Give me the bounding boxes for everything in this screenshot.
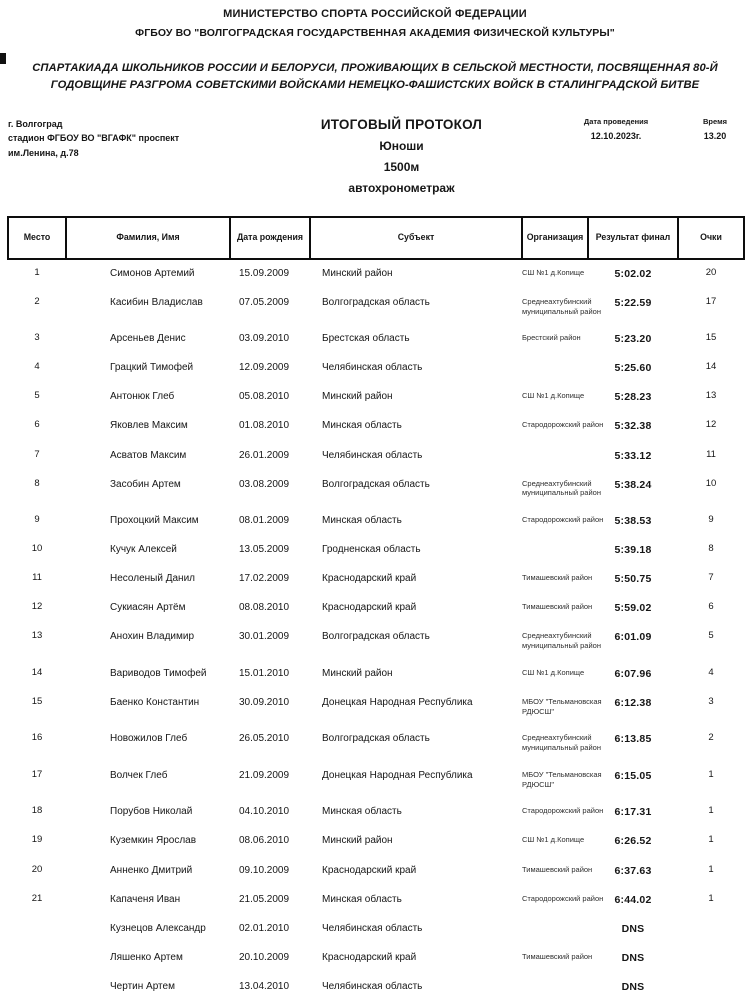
cell-points: 7	[708, 572, 714, 584]
results-header	[8, 217, 744, 259]
cell-org	[522, 288, 601, 325]
cell-place: 17	[31, 768, 43, 780]
cell-name: Чертин Артем	[110, 980, 175, 992]
cell-region: Гродненская область	[322, 544, 421, 556]
cell-place: 16	[31, 732, 43, 744]
cell-org	[522, 259, 588, 288]
table-row	[8, 885, 744, 914]
cell-result: 6:44.02	[614, 893, 652, 906]
cell-org	[522, 659, 588, 688]
cell-place: 20	[31, 863, 43, 875]
cell-place: 9	[34, 514, 40, 526]
distance-label: 1500м	[383, 159, 420, 174]
col-header-dob: Дата рождения	[230, 217, 310, 259]
venue-address: им.Ленина, д.78	[8, 147, 79, 158]
date-value: 12.10.2023г.	[590, 131, 642, 142]
org-text: МБОУ "Тельмановская РДЮСШ"	[522, 769, 602, 789]
org-text: Среднеахтубинский муниципальный район	[522, 733, 601, 753]
cell-region: Донецкая Народная Республика	[322, 696, 473, 708]
cell-org	[522, 564, 593, 593]
cell-org	[522, 797, 604, 826]
cell-result: 5:38.24	[614, 478, 652, 491]
cell-result: 6:13.85	[614, 733, 652, 746]
cell-place	[8, 914, 66, 943]
col-header-name: Фамилия, Имя	[66, 217, 230, 259]
cell-place: 6	[34, 419, 40, 431]
cell-points	[678, 972, 744, 1001]
cell-name: Анненко Дмитрий	[110, 864, 193, 876]
cell-dob: 08.01.2009	[239, 515, 290, 527]
table-row	[8, 470, 744, 507]
cell-result: 5:32.38	[614, 420, 652, 433]
cell-dob: 30.09.2010	[239, 696, 290, 708]
table-row	[8, 441, 744, 470]
event-title: СПАРТАКИАДА ШКОЛЬНИКОВ РОССИИ И БЕЛОРУСИ, ПРОЖИВАЮЩИХ В СЕЛЬСКОЙ МЕСТНОСТИ, ПОСВЯЩЕННАЯ 80-Й ГОДОВЩИНЕ РАЗГРОМА СОВЕТСКИМИ ВОЙСКАМИ НЕМЕЦКО-ФАШИСТСКИХ ВОЙСК В СТАЛИНГРАДСКОЙ БИТВЕ	[32, 62, 718, 92]
cell-result: 5:59.02	[614, 602, 652, 615]
table-row	[8, 593, 744, 622]
ministry-header: МИНИСТЕРСТВО СПОРТА РОССИЙСКОЙ ФЕДЕРАЦИИ	[223, 8, 527, 20]
org-text: Стародорожский район	[522, 806, 604, 816]
cell-points: 1	[708, 834, 714, 846]
results-body	[8, 259, 744, 1001]
cell-org	[522, 535, 588, 564]
table-row	[8, 622, 744, 659]
cell-region: Волгоградская область	[322, 478, 430, 490]
academy-header: ФГБОУ ВО "ВОЛГОГРАДСКАЯ ГОСУДАРСТВЕННАЯ АКАДЕМИЯ ФИЗИЧЕСКОЙ КУЛЬТУРЫ"	[135, 27, 615, 39]
cell-place: 2	[34, 295, 40, 307]
cell-name: Порубов Николай	[110, 806, 193, 818]
cell-result: 5:28.23	[614, 391, 652, 404]
org-text: Тимашевский район	[522, 951, 593, 961]
org-text: Тимашевский район	[522, 573, 593, 583]
info-band	[0, 117, 750, 195]
cell-result: 6:07.96	[614, 667, 652, 680]
cell-dob: 07.05.2009	[239, 296, 290, 308]
cell-region: Волгоградская область	[322, 733, 430, 745]
cell-name: Грацкий Тимофей	[110, 362, 194, 374]
table-row	[8, 564, 744, 593]
cell-place: 15	[31, 695, 43, 707]
cell-place: 13	[31, 630, 43, 642]
event-time	[692, 117, 738, 195]
table-row	[8, 288, 744, 325]
cell-result: 6:15.05	[614, 769, 652, 782]
org-text: СШ №1 д.Копище	[522, 667, 585, 677]
table-row	[8, 856, 744, 885]
cell-points: 17	[705, 295, 717, 307]
col-header-points: Очки	[678, 217, 744, 259]
cell-org	[522, 441, 588, 470]
col-header-org: Организация	[522, 217, 588, 259]
cell-dob: 13.05.2009	[239, 544, 290, 556]
cell-region: Челябинская область	[322, 449, 423, 461]
cell-dob: 05.08.2010	[239, 391, 290, 403]
cell-org	[522, 411, 604, 440]
cell-place	[8, 972, 66, 1001]
cell-region: Челябинская область	[322, 980, 423, 992]
cell-place	[8, 943, 66, 972]
cell-region: Волгоградская область	[322, 631, 430, 643]
cell-dob: 03.09.2010	[239, 333, 290, 345]
cell-result: 5:50.75	[614, 573, 652, 586]
table-row	[8, 972, 744, 1001]
cell-points: 2	[708, 732, 714, 744]
table-row	[8, 659, 744, 688]
time-label: Время	[703, 116, 727, 126]
cell-org	[522, 943, 593, 972]
col-header-place: Место	[8, 217, 66, 259]
category-label: Юноши	[379, 138, 424, 153]
cell-dob: 30.01.2009	[239, 631, 290, 643]
cell-dob: 13.04.2010	[239, 980, 290, 992]
header-row	[8, 217, 744, 259]
org-text: СШ №1 д.Копище	[522, 267, 585, 277]
cell-region: Минская область	[322, 893, 402, 905]
cell-name: Анохин Владимир	[110, 631, 195, 643]
cell-place: 1	[34, 266, 40, 278]
cell-region: Минский район	[322, 267, 393, 279]
cell-dob: 20.10.2009	[239, 951, 290, 963]
cell-region: Минский район	[322, 667, 393, 679]
cell-points: 6	[708, 601, 714, 613]
cell-org	[522, 724, 601, 761]
date-label: Дата проведения	[583, 116, 649, 126]
cell-place: 5	[34, 390, 40, 402]
cell-name: Капаченя Иван	[110, 893, 181, 905]
table-row	[8, 688, 744, 725]
table-row	[8, 324, 744, 353]
cell-points	[678, 914, 744, 943]
cell-name: Прохоцкий Максим	[110, 515, 199, 527]
cell-region: Челябинская область	[322, 362, 423, 374]
venue-block	[8, 117, 223, 195]
cell-org	[522, 324, 588, 353]
cell-region: Краснодарский край	[322, 602, 417, 614]
cell-name: Симонов Артемий	[110, 267, 195, 279]
cell-org	[522, 688, 602, 725]
table-row	[8, 535, 744, 564]
table-row	[8, 382, 744, 411]
cell-result: 6:01.09	[614, 631, 652, 644]
cell-name: Ляшенко Артем	[110, 951, 183, 963]
cell-name: Кузнецов Александр	[110, 922, 206, 934]
table-row	[8, 411, 744, 440]
cell-place: 19	[31, 834, 43, 846]
cell-region: Минский район	[322, 391, 393, 403]
cell-result: 5:02.02	[614, 267, 652, 280]
col-header-result: Результат финал	[588, 217, 678, 259]
cell-region: Минский район	[322, 835, 393, 847]
cell-result: 6:26.52	[614, 835, 652, 848]
cell-points: 1	[708, 892, 714, 904]
org-text: Стародорожский район	[522, 893, 604, 903]
cell-org	[522, 622, 601, 659]
cell-place: 3	[34, 332, 40, 344]
cell-name: Засобин Артем	[110, 478, 181, 490]
protocol-center	[223, 117, 580, 195]
event-date	[580, 117, 652, 195]
cell-org	[522, 382, 588, 411]
venue-city: г. Волгоград	[8, 118, 63, 129]
scan-artifact	[0, 53, 6, 64]
cell-points: 3	[708, 695, 714, 707]
time-value: 13.20	[703, 131, 727, 142]
cell-region: Краснодарский край	[322, 573, 417, 585]
timing-label: автохронометраж	[348, 180, 455, 195]
cell-place: 21	[31, 892, 43, 904]
cell-dob: 08.06.2010	[239, 835, 290, 847]
cell-points: 9	[708, 514, 714, 526]
cell-result: 6:37.63	[614, 864, 652, 877]
cell-result: 5:22.59	[614, 296, 652, 309]
cell-org	[522, 593, 593, 622]
cell-region: Краснодарский край	[322, 951, 417, 963]
cell-points: 4	[708, 666, 714, 678]
cell-region: Краснодарский край	[322, 864, 417, 876]
table-row	[8, 761, 744, 798]
cell-name: Касибин Владислав	[110, 296, 203, 308]
cell-place: 11	[32, 572, 42, 584]
cell-points: 1	[708, 768, 714, 780]
cell-name: Яковлев Максим	[110, 420, 188, 432]
cell-dob: 21.05.2009	[239, 893, 290, 905]
cell-result: DNS	[621, 951, 645, 964]
table-row	[8, 506, 744, 535]
cell-result: 6:17.31	[614, 806, 652, 819]
cell-region: Минская область	[322, 420, 402, 432]
cell-org	[522, 353, 588, 382]
cell-place: 18	[31, 805, 43, 817]
protocol-title: ИТОГОВЫЙ ПРОТОКОЛ	[320, 116, 483, 132]
cell-org	[522, 914, 588, 943]
cell-region: Челябинская область	[322, 922, 423, 934]
cell-name: Несоленый Данил	[110, 573, 195, 585]
cell-points: 8	[708, 543, 714, 555]
cell-dob: 15.01.2010	[239, 667, 290, 679]
cell-dob: 03.08.2009	[239, 478, 290, 490]
cell-result: 6:12.38	[614, 696, 652, 709]
cell-region: Брестская область	[322, 333, 410, 345]
cell-place: 4	[34, 361, 40, 373]
table-row	[8, 826, 744, 855]
cell-result: 5:39.18	[614, 544, 652, 557]
cell-name: Антонюк Глеб	[110, 391, 175, 403]
cell-region: Минская область	[322, 515, 402, 527]
cell-name: Арсеньев Денис	[110, 333, 186, 345]
org-text: Среднеахтубинский муниципальный район	[522, 296, 601, 316]
results-table	[7, 216, 745, 1001]
cell-name: Новожилов Глеб	[110, 733, 188, 745]
cell-org	[522, 506, 604, 535]
cell-dob: 02.01.2010	[239, 922, 290, 934]
org-text: Тимашевский район	[522, 602, 593, 612]
cell-points: 15	[705, 332, 717, 344]
org-text: СШ №1 д.Копище	[522, 835, 585, 845]
cell-org	[522, 826, 588, 855]
cell-dob: 08.08.2010	[239, 602, 290, 614]
cell-org	[522, 885, 604, 914]
cell-place: 12	[31, 601, 43, 613]
org-text: Среднеахтубинский муниципальный район	[522, 631, 601, 651]
cell-place: 14	[31, 666, 43, 678]
org-text: Тимашевский район	[522, 864, 593, 874]
cell-name: Кучук Алексей	[110, 544, 177, 556]
cell-name: Волчек Глеб	[110, 769, 168, 781]
col-header-region: Субъект	[310, 217, 522, 259]
cell-result: 5:23.20	[614, 333, 652, 346]
cell-org	[522, 761, 602, 798]
table-row	[8, 353, 744, 382]
cell-dob: 26.05.2010	[239, 733, 290, 745]
cell-name: Вариводов Тимофей	[110, 667, 207, 679]
cell-place: 10	[31, 543, 43, 555]
org-text: Среднеахтубинский муниципальный район	[522, 478, 601, 498]
cell-name: Куземкин Ярослав	[110, 835, 197, 847]
org-text: СШ №1 д.Копище	[522, 391, 585, 401]
cell-points: 1	[708, 863, 714, 875]
org-text: Стародорожский район	[522, 515, 604, 525]
org-text: Брестский район	[522, 333, 581, 343]
cell-points	[678, 943, 744, 972]
cell-dob: 04.10.2010	[239, 806, 290, 818]
cell-name: Сукиасян Артём	[110, 602, 186, 614]
cell-result: 5:25.60	[614, 362, 652, 375]
cell-points: 10	[705, 477, 717, 489]
cell-org	[522, 470, 601, 507]
table-row	[8, 797, 744, 826]
cell-points: 12	[705, 419, 717, 431]
venue-stadium: стадион ФГБОУ ВО "ВГАФК" проспект	[8, 133, 180, 144]
cell-name: Баенко Константин	[110, 696, 200, 708]
cell-dob: 12.09.2009	[239, 362, 290, 374]
org-text: МБОУ "Тельмановская РДЮСШ"	[522, 696, 602, 716]
table-row	[8, 943, 744, 972]
cell-points: 11	[706, 448, 716, 460]
cell-dob: 21.09.2009	[239, 769, 290, 781]
cell-result: 5:38.53	[614, 515, 652, 528]
cell-dob: 15.09.2009	[239, 267, 290, 279]
cell-place: 7	[34, 448, 40, 460]
cell-dob: 01.08.2010	[239, 420, 290, 432]
cell-points: 20	[705, 266, 717, 278]
cell-result: DNS	[621, 922, 645, 935]
cell-result: DNS	[621, 980, 645, 993]
org-text: Стародорожский район	[522, 420, 604, 430]
cell-result: 5:33.12	[614, 449, 652, 462]
cell-dob: 17.02.2009	[239, 573, 290, 585]
cell-points: 14	[705, 361, 717, 373]
table-row	[8, 259, 744, 288]
cell-region: Минская область	[322, 806, 402, 818]
table-row	[8, 914, 744, 943]
cell-dob: 26.01.2009	[239, 449, 290, 461]
cell-region: Донецкая Народная Республика	[322, 769, 473, 781]
table-row	[8, 724, 744, 761]
cell-dob: 09.10.2009	[239, 864, 290, 876]
cell-org	[522, 856, 593, 885]
cell-points: 1	[708, 805, 714, 817]
cell-points: 5	[708, 630, 714, 642]
cell-points: 13	[705, 390, 717, 402]
cell-org	[522, 972, 588, 1001]
cell-place: 8	[34, 477, 40, 489]
cell-region: Волгоградская область	[322, 296, 430, 308]
datetime-block	[580, 117, 742, 195]
cell-name: Асватов Максим	[110, 449, 187, 461]
